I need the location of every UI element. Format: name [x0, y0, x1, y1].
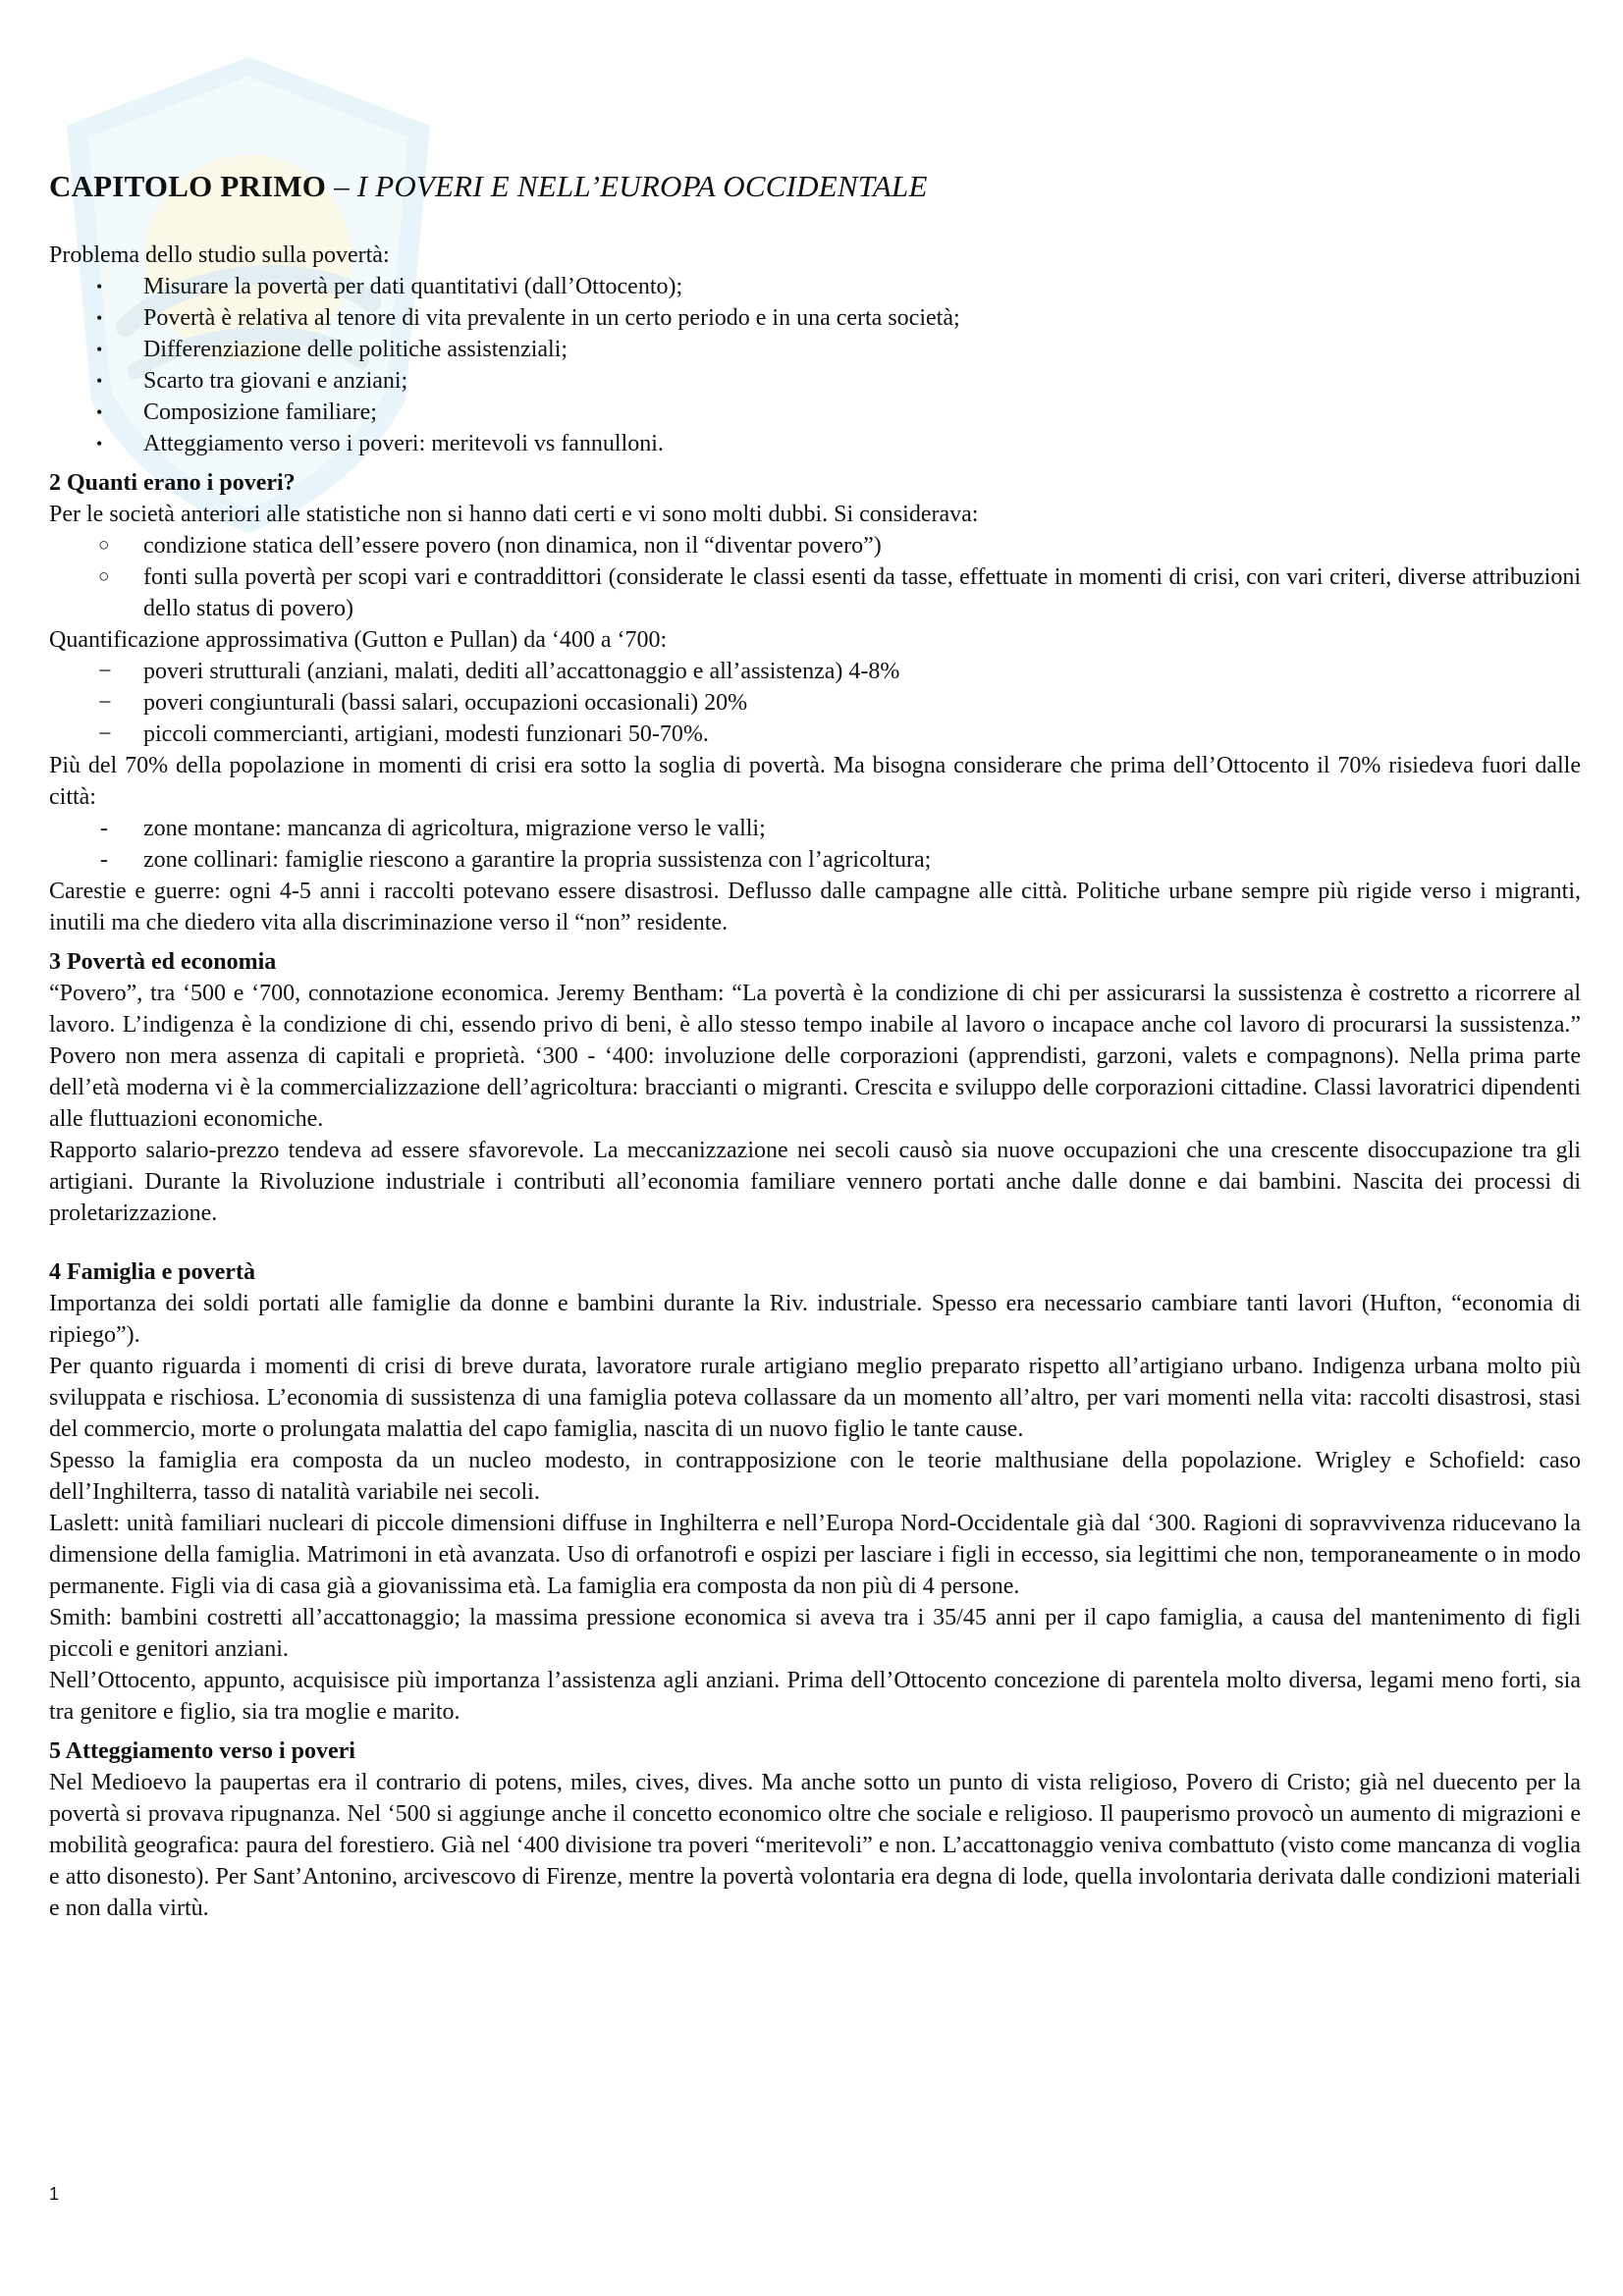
- section-paragraph: Più del 70% della popolazione in momenti di crisi era sotto la soglia di povertà. Ma bisogna considerare che prima dell’Ottocento il 70% risiedeva fuori dalle città:: [49, 753, 1581, 810]
- section-paragraph: Laslett: unità familiari nucleari di piccole dimensioni diffuse in Inghilterra e nell’Europa Nord-Occidentale già dal ‘300. Ragioni di sopravvivenza riducevano la dimensione della famiglia. Matrimoni in età avanzata. Uso di orfanotrofi e ospizi per lasciare i figli in eccesso, sia legittimi che non, temporaneamente o in modo permanente. Figli via di casa già a giovanissima età. La famiglia era composta da non più di 4 persone.: [49, 1511, 1581, 1599]
- list-item-text: fonti sulla povertà per scopi vari e contraddittori (considerate le classi esenti da tasse, effettuate in momenti di crisi, con vari criteri, diverse attribuzioni dello status di povero): [143, 564, 1581, 621]
- section-heading: 5 Atteggiamento verso i poveri: [49, 1738, 355, 1764]
- bullet-dash-icon: −: [98, 659, 112, 684]
- list-item-text: zone montane: mancanza di agricoltura, migrazione verso le valli;: [143, 816, 766, 841]
- section-paragraph: Importanza dei soldi portati alle famiglie da donne e bambini durante la Riv. industriale. Spesso era necessario cambiare tanti lavori (Hufton, “economia di ripiego”).: [49, 1291, 1581, 1348]
- bullet-disc-icon: •: [96, 277, 103, 296]
- section-famiglia-e-poverta: [49, 1256, 1581, 1728]
- intro-bullet-list: [49, 271, 1581, 459]
- section-paragraph: Nell’Ottocento, appunto, acquisisce più importanza l’assistenza agli anziani. Prima dell’Ottocento concezione di parentela molto diversa, legami meno forti, sia tra genitore e figlio, sia tra moglie e marito.: [49, 1668, 1581, 1725]
- list-item: [49, 687, 1581, 719]
- chapter-title-main: CAPITOLO PRIMO: [49, 169, 327, 203]
- intro-list-item-text: Scarto tra giovani e anziani;: [143, 368, 408, 394]
- page-number: 1: [49, 2184, 60, 2204]
- bullet-dash-icon: −: [98, 690, 112, 716]
- intro-list-item-text: Differenziazione delle politiche assistenziali;: [143, 337, 568, 362]
- section-paragraph: Spesso la famiglia era composta da un nucleo modesto, in contrapposizione con le teorie malthusiane della popolazione. Wrigley e Schofield: caso dell’Inghilterra, tasso di natalità variabile nei secoli.: [49, 1448, 1581, 1505]
- list-item: [49, 656, 1581, 687]
- section-paragraph: Carestie e guerre: ogni 4-5 anni i raccolti potevano essere disastrosi. Deflusso dalle campagne alle città. Politiche urbane sempre più rigide verso i migranti, inutili ma che diedero vita alla discriminazione verso il “non” residente.: [49, 879, 1581, 935]
- intro-list-item: [49, 365, 1581, 397]
- chapter-title-separator: –: [334, 169, 350, 203]
- section-poverta-ed-economia: [49, 946, 1581, 1229]
- intro-list-item-text: Povertà è relativa al tenore di vita prevalente in un certo periodo e in una certa società;: [143, 305, 960, 331]
- list-item: [49, 813, 1581, 844]
- list-item: [49, 530, 1581, 561]
- section-paragraph: Per quanto riguarda i momenti di crisi di breve durata, lavoratore rurale artigiano meglio preparato rispetto all’artigiano urbano. Indigenza urbana molto più sviluppata e rischiosa. L’economia di sussistenza di una famiglia poteva collassare da un momento all’altro, per vari momenti nella vita: raccolti disastrosi, stasi del commercio, morte o prolungata malattia del capo famiglia, nascita di un nuovo figlio le tante cause.: [49, 1354, 1581, 1442]
- bullet-hyphen-icon: -: [100, 816, 108, 841]
- list-item-text: piccoli commercianti, artigiani, modesti funzionari 50-70%.: [143, 721, 709, 747]
- intro-list-item: [49, 271, 1581, 302]
- bullet-disc-icon: •: [96, 434, 103, 454]
- bullet-circle-icon: ○: [98, 535, 110, 556]
- bullet-disc-icon: •: [96, 371, 103, 391]
- list-item-text: poveri strutturali (anziani, malati, dediti all’accattonaggio e all’assistenza) 4-8%: [143, 659, 900, 684]
- bullet-circle-icon: ○: [98, 566, 110, 587]
- intro-list-item-text: Misurare la povertà per dati quantitativi (dall’Ottocento);: [143, 274, 683, 299]
- intro-list-item-text: Atteggiamento verso i poveri: meritevoli vs fannulloni.: [143, 431, 664, 456]
- chapter-title: [49, 167, 1581, 206]
- intro-list-item: [49, 302, 1581, 334]
- section-atteggiamento-verso-i-poveri: [49, 1735, 1581, 1924]
- chapter-title-subtitle: I POVERI E NELL’EUROPA OCCIDENTALE: [356, 169, 928, 203]
- section-paragraph: Nel Medioevo la paupertas era il contrario di potens, miles, cives, dives. Ma anche sotto un punto di vista religioso, Povero di Cristo; già nel duecento per la povertà si provava ripugnanza. Nel ‘500 si aggiunge anche il concetto economico oltre che sociale e religioso. Il pauperismo provocò un aumento di migrazioni e mobilità geografica: paura del forestiero. Già nel ‘400 divisione tra poveri “meritevoli” e non. L’accattonaggio veniva combattuto (visto come mancanza di voglia e atto disonesto). Per Sant’Antonino, arcivescovo di Firenze, mentre la povertà volontaria era degna di lode, quella involontaria derivata dalle condizioni materiali e non dalla virtù.: [49, 1770, 1581, 1921]
- intro-paragraph: Problema dello studio sulla povertà:: [49, 242, 390, 268]
- dash-bullet-list: [49, 656, 1581, 750]
- list-item-text: condizione statica dell’essere povero (non dinamica, non il “diventar povero”): [143, 533, 882, 559]
- intro-list-item-text: Composizione familiare;: [143, 400, 377, 425]
- document-page: [49, 167, 1581, 1924]
- section-paragraph: Per le società anteriori alle statistiche non si hanno dati certi e vi sono molti dubbi. Si considerava:: [49, 502, 979, 527]
- bullet-dash-icon: −: [98, 721, 112, 747]
- section-heading: 3 Povertà ed economia: [49, 949, 277, 975]
- bullet-hyphen-icon: -: [100, 847, 108, 873]
- bullet-disc-icon: •: [96, 402, 103, 422]
- intro-list-item: [49, 428, 1581, 459]
- bullet-disc-icon: •: [96, 340, 103, 359]
- section-paragraph: Smith: bambini costretti all’accattonaggio; la massima pressione economica si aveva tra i 35/45 anni per il capo famiglia, a causa del mantenimento di figli piccoli e genitori anziani.: [49, 1605, 1581, 1662]
- list-item: [49, 844, 1581, 876]
- hyphen-bullet-list: [49, 813, 1581, 876]
- section-heading: 2 Quanti erano i poveri?: [49, 470, 296, 496]
- list-item: [49, 561, 1581, 624]
- list-item: [49, 719, 1581, 750]
- intro-list-item: [49, 334, 1581, 365]
- intro-list-item: [49, 397, 1581, 428]
- list-item-text: poveri congiunturali (bassi salari, occupazioni occasionali) 20%: [143, 690, 748, 716]
- section-quanti-erano-i-poveri: [49, 467, 1581, 938]
- section-heading: 4 Famiglia e povertà: [49, 1259, 255, 1285]
- circle-bullet-list: [49, 530, 1581, 624]
- list-item-text: zone collinari: famiglie riescono a garantire la propria sussistenza con l’agricoltura;: [143, 847, 932, 873]
- section-paragraph: Quantificazione approssimativa (Gutton e Pullan) da ‘400 a ‘700:: [49, 627, 668, 653]
- bullet-disc-icon: •: [96, 308, 103, 328]
- section-paragraph: Rapporto salario-prezzo tendeva ad essere sfavorevole. La meccanizzazione nei secoli causò sia nuove occupazioni che una crescente disoccupazione tra gli artigiani. Durante la Rivoluzione industriale i contributi all’economia familiare vennero portati anche dalle donne e dai bambini. Nascita dei processi di proletarizzazione.: [49, 1138, 1581, 1226]
- section-paragraph: “Povero”, tra ‘500 e ‘700, connotazione economica. Jeremy Bentham: “La povertà è la condizione di chi per assicurarsi la sussistenza è costretto a ricorrere al lavoro. L’indigenza è la condizione di chi, essendo privo di beni, è allo stesso tempo inabile al lavoro o incapace anche col lavoro di procurarsi la sussistenza.” Povero non mera assenza di capitali e proprietà. ‘300 - ‘400: involuzione delle corporazioni (apprendisti, garzoni, valets e compagnons). Nella prima parte dell’età moderna vi è la commercializzazione dell’agricoltura: braccianti o migranti. Crescita e sviluppo delle corporazioni cittadine. Classi lavoratrici dipendenti alle fluttuazioni economiche.: [49, 981, 1581, 1132]
